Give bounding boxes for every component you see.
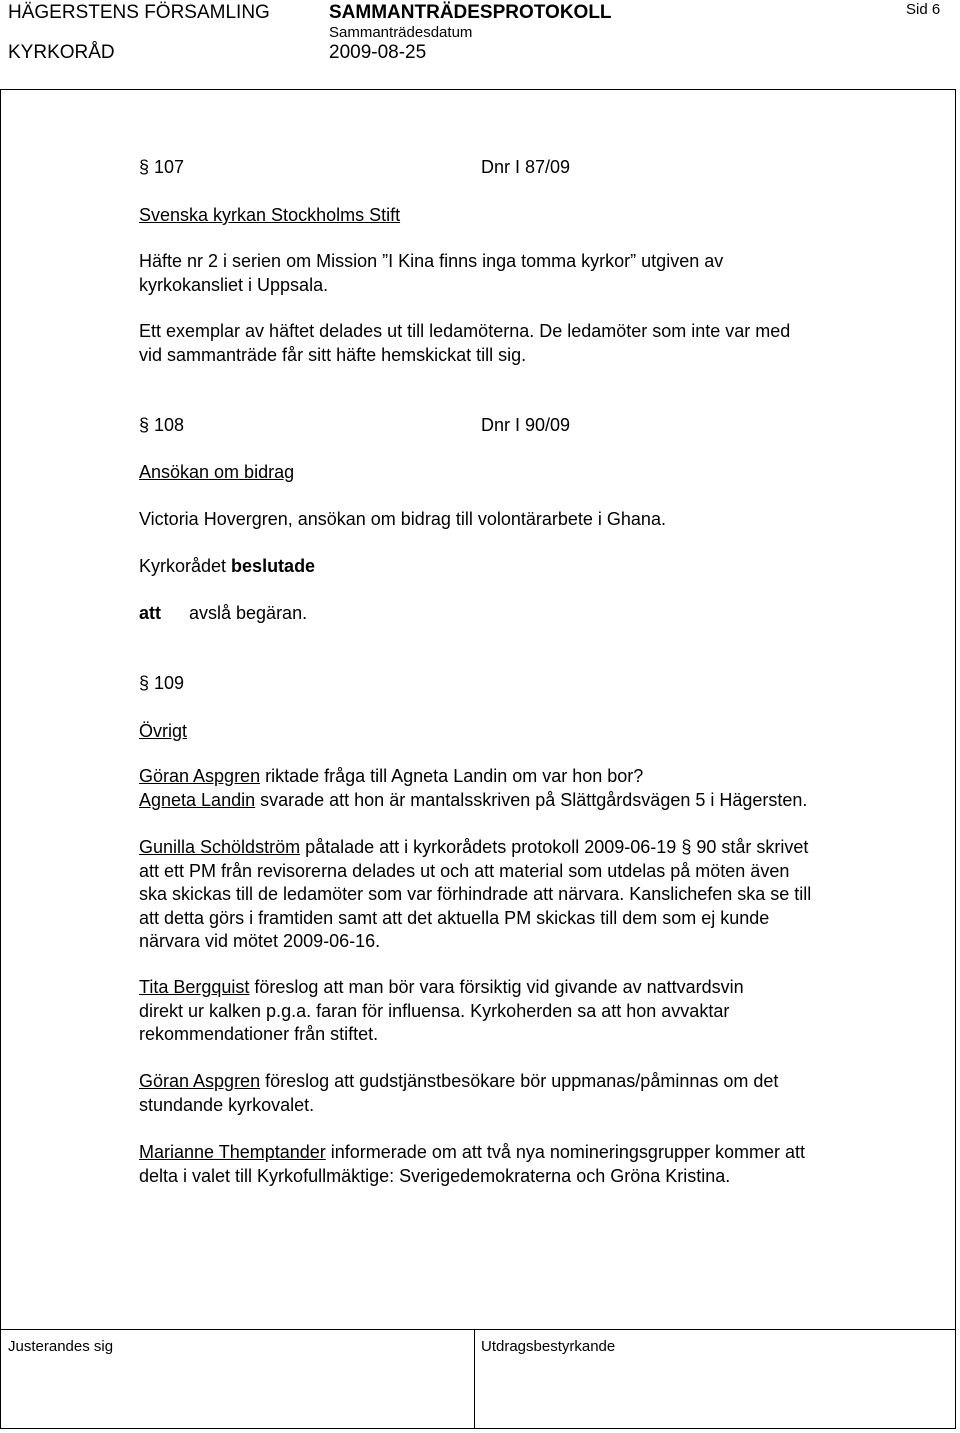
section-109-paragraph-1: Göran Aspgren riktade fråga till Agneta Landin om var hon bor?	[139, 766, 644, 786]
body-name: KYRKORÅD	[8, 42, 115, 63]
section-109-paragraph-5: Göran Aspgren föreslog att gudstjänstbesökare bör uppmanas/påminnas om det stundande kyrkovalet.	[139, 1071, 779, 1115]
person-name: Göran Aspgren	[139, 766, 261, 786]
section-108-att-text: avslå begäran.	[189, 603, 308, 623]
section-108-decision: Kyrkorådet beslutade	[139, 556, 316, 576]
section-107-paragraph-2: Ett exemplar av häftet delades ut till ledamöterna. De ledamöter som inte var med vid sammanträde får sitt häfte hemskickat till sig.	[139, 321, 791, 365]
section-108-att-label: att	[139, 603, 161, 623]
page-number: Sid 6	[906, 1, 941, 18]
section-108-number: § 108	[139, 415, 185, 435]
section-108-heading: Ansökan om bidrag	[139, 462, 295, 482]
section-107-dnr: Dnr I 87/09	[481, 157, 571, 177]
section-109-paragraph-2: Agneta Landin svarade att hon är mantalsskriven på Slättgårdsvägen 5 i Hägersten.	[139, 790, 808, 810]
section-109-heading: Övrigt	[139, 721, 188, 741]
section-109-paragraph-4: Tita Bergquist föreslog att man bör vara försiktig vid givande av nattvardsvin direkt ur kalken p.g.a. faran för influensa. Kyrkoherden sa att hon avvaktar rekommendationer från stiftet.	[139, 977, 744, 1044]
section-107-number: § 107	[139, 157, 185, 177]
footer-column-divider	[474, 1329, 475, 1429]
section-109-paragraph-3: Gunilla Schöldström påtalade att i kyrkorådets protokoll 2009-06-19 § 90 står skrivet att ett PM från revisorerna delades ut och att material som utdelas på möten även ska skickas till de ledamöter som var förhindrade att närvara. Kanslichefen ska se till att detta görs i framtiden samt att det aktuella PM skickas till dem som ej kunde närvara vid mötet 2009-06-16.	[139, 837, 812, 951]
footer-certification-label: Utdragsbestyrkande	[481, 1338, 616, 1355]
parish-name: HÄGERSTENS FÖRSAMLING	[8, 2, 270, 23]
person-name: Tita Bergquist	[139, 977, 250, 997]
meeting-date: 2009-08-25	[329, 42, 427, 63]
section-109-number: § 109	[139, 673, 185, 693]
person-name: Marianne Themptander	[139, 1142, 326, 1162]
section-107-paragraph-1: Häfte nr 2 i serien om Mission ”I Kina finns inga tomma kyrkor” utgiven av kyrkokansliet i Uppsala.	[139, 251, 724, 295]
person-name: Agneta Landin	[139, 790, 256, 810]
section-108-dnr: Dnr I 90/09	[481, 415, 571, 435]
footer-divider	[0, 1329, 956, 1330]
section-109-paragraph-6: Marianne Themptander informerade om att två nya nomineringsgrupper kommer att delta i valet till Kyrkofullmäktige: Sverigedemokraterna och Gröna Kristina.	[139, 1142, 805, 1186]
meeting-date-label: Sammanträdesdatum	[329, 24, 473, 41]
footer-signature-label: Justerandes sig	[8, 1338, 114, 1355]
section-108-paragraph-1: Victoria Hovergren, ansökan om bidrag till volontärarbete i Ghana.	[139, 509, 666, 529]
section-107-heading: Svenska kyrkan Stockholms Stift	[139, 205, 401, 225]
person-name: Gunilla Schöldström	[139, 837, 301, 857]
person-name: Göran Aspgren	[139, 1071, 261, 1091]
document-title: SAMMANTRÄDESPROTOKOLL	[329, 2, 612, 23]
